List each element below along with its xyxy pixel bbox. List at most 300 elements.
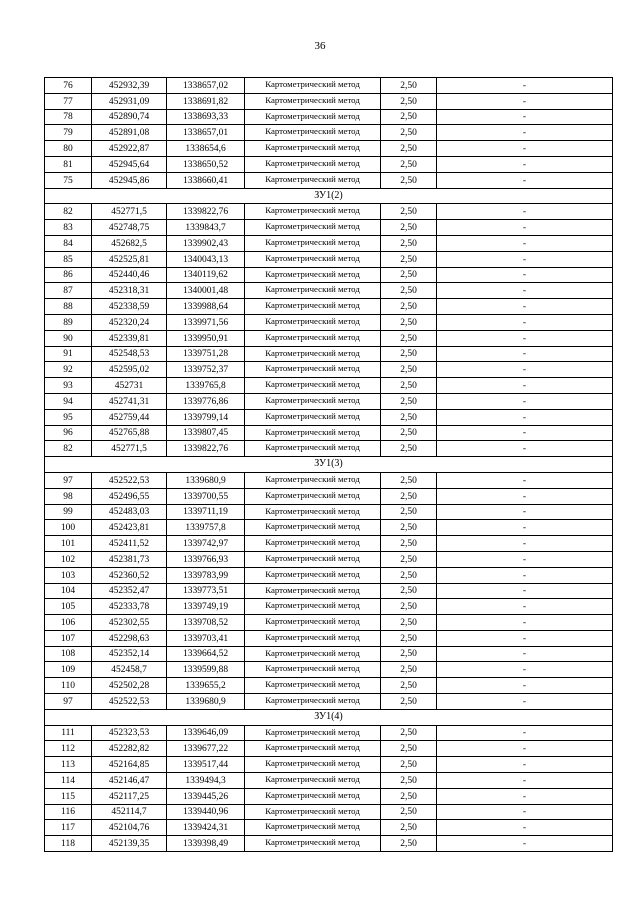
accuracy-cell: 2,50 xyxy=(381,694,437,710)
method-cell: Картометрический метод xyxy=(245,804,381,820)
description-cell: - xyxy=(437,299,613,315)
method-cell: Картометрический метод xyxy=(245,93,381,109)
table-row xyxy=(45,299,613,315)
description-cell: - xyxy=(437,773,613,789)
accuracy-cell: 2,50 xyxy=(381,346,437,362)
table-row xyxy=(45,804,613,820)
accuracy-cell: 2,50 xyxy=(381,409,437,425)
accuracy-cell: 2,50 xyxy=(381,551,437,567)
point-number-cell: 107 xyxy=(45,630,92,646)
x-coordinate-cell: 452890,74 xyxy=(92,109,167,125)
description-cell: - xyxy=(437,141,613,157)
description-cell: - xyxy=(437,662,613,678)
x-coordinate-cell: 452922,87 xyxy=(92,141,167,157)
description-cell: - xyxy=(437,472,613,488)
method-cell: Картометрический метод xyxy=(245,520,381,536)
method-cell: Картометрический метод xyxy=(245,615,381,631)
description-cell: - xyxy=(437,725,613,741)
point-number-cell: 117 xyxy=(45,820,92,836)
y-coordinate-cell: 1339902,43 xyxy=(167,235,245,251)
point-number-cell: 90 xyxy=(45,330,92,346)
description-cell: - xyxy=(437,520,613,536)
y-coordinate-cell: 1339440,96 xyxy=(167,804,245,820)
accuracy-cell: 2,50 xyxy=(381,299,437,315)
description-cell: - xyxy=(437,836,613,852)
y-coordinate-cell: 1339950,91 xyxy=(167,330,245,346)
point-number-cell: 92 xyxy=(45,362,92,378)
point-number-cell: 100 xyxy=(45,520,92,536)
y-coordinate-cell: 1339971,56 xyxy=(167,314,245,330)
accuracy-cell: 2,50 xyxy=(381,599,437,615)
x-coordinate-cell: 452483,03 xyxy=(92,504,167,520)
x-coordinate-cell: 452302,55 xyxy=(92,615,167,631)
table-row xyxy=(45,788,613,804)
accuracy-cell: 2,50 xyxy=(381,141,437,157)
accuracy-cell: 2,50 xyxy=(381,741,437,757)
y-coordinate-cell: 1339655,2 xyxy=(167,678,245,694)
accuracy-cell: 2,50 xyxy=(381,314,437,330)
accuracy-cell: 2,50 xyxy=(381,283,437,299)
accuracy-cell: 2,50 xyxy=(381,172,437,188)
accuracy-cell: 2,50 xyxy=(381,504,437,520)
table-row xyxy=(45,678,613,694)
y-coordinate-cell: 1338657,01 xyxy=(167,125,245,141)
method-cell: Картометрический метод xyxy=(245,299,381,315)
x-coordinate-cell: 452496,55 xyxy=(92,488,167,504)
accuracy-cell: 2,50 xyxy=(381,678,437,694)
description-cell: - xyxy=(437,488,613,504)
accuracy-cell: 2,50 xyxy=(381,567,437,583)
y-coordinate-cell: 1339680,9 xyxy=(167,694,245,710)
description-cell: - xyxy=(437,425,613,441)
accuracy-cell: 2,50 xyxy=(381,425,437,441)
table-row xyxy=(45,235,613,251)
accuracy-cell: 2,50 xyxy=(381,536,437,552)
method-cell: Картометрический метод xyxy=(245,773,381,789)
x-coordinate-cell: 452741,31 xyxy=(92,393,167,409)
accuracy-cell: 2,50 xyxy=(381,251,437,267)
description-cell: - xyxy=(437,330,613,346)
x-coordinate-cell: 452282,82 xyxy=(92,741,167,757)
accuracy-cell: 2,50 xyxy=(381,235,437,251)
method-cell: Картометрический метод xyxy=(245,678,381,694)
y-coordinate-cell: 1339822,76 xyxy=(167,204,245,220)
y-coordinate-cell: 1339703,41 xyxy=(167,630,245,646)
y-coordinate-cell: 1339776,86 xyxy=(167,393,245,409)
table-row xyxy=(45,156,613,172)
y-coordinate-cell: 1339799,14 xyxy=(167,409,245,425)
method-cell: Картометрический метод xyxy=(245,283,381,299)
y-coordinate-cell: 1339822,76 xyxy=(167,441,245,457)
description-cell: - xyxy=(437,583,613,599)
method-cell: Картометрический метод xyxy=(245,330,381,346)
coordinates-table-body xyxy=(45,78,613,852)
point-number-cell: 83 xyxy=(45,220,92,236)
description-cell: - xyxy=(437,820,613,836)
table-row xyxy=(45,599,613,615)
method-cell: Картометрический метод xyxy=(245,551,381,567)
method-cell: Картометрический метод xyxy=(245,172,381,188)
y-coordinate-cell: 1339517,44 xyxy=(167,757,245,773)
accuracy-cell: 2,50 xyxy=(381,362,437,378)
table-row xyxy=(45,283,613,299)
method-cell: Картометрический метод xyxy=(245,251,381,267)
x-coordinate-cell: 452318,31 xyxy=(92,283,167,299)
x-coordinate-cell: 452423,81 xyxy=(92,520,167,536)
y-coordinate-cell: 1338660,41 xyxy=(167,172,245,188)
accuracy-cell: 2,50 xyxy=(381,109,437,125)
method-cell: Картометрический метод xyxy=(245,504,381,520)
point-number-cell: 97 xyxy=(45,694,92,710)
y-coordinate-cell: 1338691,82 xyxy=(167,93,245,109)
x-coordinate-cell: 452932,39 xyxy=(92,78,167,94)
description-cell: - xyxy=(437,804,613,820)
description-cell: - xyxy=(437,567,613,583)
x-coordinate-cell: 452748,75 xyxy=(92,220,167,236)
description-cell: - xyxy=(437,694,613,710)
table-row xyxy=(45,125,613,141)
table-row xyxy=(45,820,613,836)
point-number-cell: 102 xyxy=(45,551,92,567)
table-row xyxy=(45,78,613,94)
description-cell: - xyxy=(437,346,613,362)
x-coordinate-cell: 452548,53 xyxy=(92,346,167,362)
description-cell: - xyxy=(437,393,613,409)
method-cell: Картометрический метод xyxy=(245,220,381,236)
point-number-cell: 82 xyxy=(45,204,92,220)
point-number-cell: 103 xyxy=(45,567,92,583)
x-coordinate-cell: 452164,85 xyxy=(92,757,167,773)
x-coordinate-cell: 452323,53 xyxy=(92,725,167,741)
table-row xyxy=(45,520,613,536)
table-row xyxy=(45,172,613,188)
table-row xyxy=(45,615,613,631)
y-coordinate-cell: 1339398,49 xyxy=(167,836,245,852)
y-coordinate-cell: 1339664,52 xyxy=(167,646,245,662)
accuracy-cell: 2,50 xyxy=(381,393,437,409)
description-cell: - xyxy=(437,409,613,425)
x-coordinate-cell: 452117,25 xyxy=(92,788,167,804)
x-coordinate-cell: 452765,88 xyxy=(92,425,167,441)
description-cell: - xyxy=(437,314,613,330)
y-coordinate-cell: 1339677,22 xyxy=(167,741,245,757)
y-coordinate-cell: 1338650,52 xyxy=(167,156,245,172)
x-coordinate-cell: 452731 xyxy=(92,378,167,394)
accuracy-cell: 2,50 xyxy=(381,773,437,789)
method-cell: Картометрический метод xyxy=(245,646,381,662)
y-coordinate-cell: 1339494,3 xyxy=(167,773,245,789)
accuracy-cell: 2,50 xyxy=(381,441,437,457)
y-coordinate-cell: 1339708,52 xyxy=(167,615,245,631)
accuracy-cell: 2,50 xyxy=(381,836,437,852)
table-row xyxy=(45,504,613,520)
method-cell: Картометрический метод xyxy=(245,472,381,488)
y-coordinate-cell: 1339646,09 xyxy=(167,725,245,741)
page-number: 36 xyxy=(314,40,326,52)
method-cell: Картометрический метод xyxy=(245,425,381,441)
x-coordinate-cell: 452945,86 xyxy=(92,172,167,188)
point-number-cell: 79 xyxy=(45,125,92,141)
accuracy-cell: 2,50 xyxy=(381,267,437,283)
accuracy-cell: 2,50 xyxy=(381,757,437,773)
y-coordinate-cell: 1340043,13 xyxy=(167,251,245,267)
y-coordinate-cell: 1339988,64 xyxy=(167,299,245,315)
description-cell: - xyxy=(437,251,613,267)
x-coordinate-cell: 452298,63 xyxy=(92,630,167,646)
accuracy-cell: 2,50 xyxy=(381,378,437,394)
x-coordinate-cell: 452525,81 xyxy=(92,251,167,267)
accuracy-cell: 2,50 xyxy=(381,725,437,741)
method-cell: Картометрический метод xyxy=(245,583,381,599)
method-cell: Картометрический метод xyxy=(245,820,381,836)
method-cell: Картометрический метод xyxy=(245,204,381,220)
x-coordinate-cell: 452352,14 xyxy=(92,646,167,662)
x-coordinate-cell: 452333,78 xyxy=(92,599,167,615)
table-row xyxy=(45,425,613,441)
description-cell: - xyxy=(437,504,613,520)
x-coordinate-cell: 452360,52 xyxy=(92,567,167,583)
description-cell: - xyxy=(437,220,613,236)
method-cell: Картометрический метод xyxy=(245,125,381,141)
point-number-cell: 109 xyxy=(45,662,92,678)
accuracy-cell: 2,50 xyxy=(381,615,437,631)
table-row xyxy=(45,583,613,599)
table-row xyxy=(45,409,613,425)
table-row xyxy=(45,141,613,157)
point-number-cell: 93 xyxy=(45,378,92,394)
description-cell: - xyxy=(437,204,613,220)
accuracy-cell: 2,50 xyxy=(381,156,437,172)
table-row xyxy=(45,378,613,394)
point-number-cell: 81 xyxy=(45,156,92,172)
point-number-cell: 85 xyxy=(45,251,92,267)
table-row xyxy=(45,393,613,409)
point-number-cell: 97 xyxy=(45,472,92,488)
description-cell: - xyxy=(437,109,613,125)
accuracy-cell: 2,50 xyxy=(381,125,437,141)
accuracy-cell: 2,50 xyxy=(381,220,437,236)
y-coordinate-cell: 1339680,9 xyxy=(167,472,245,488)
y-coordinate-cell: 1338693,33 xyxy=(167,109,245,125)
y-coordinate-cell: 1338657,02 xyxy=(167,78,245,94)
point-number-cell: 95 xyxy=(45,409,92,425)
y-coordinate-cell: 1339445,26 xyxy=(167,788,245,804)
y-coordinate-cell: 1339711,19 xyxy=(167,504,245,520)
method-cell: Картометрический метод xyxy=(245,362,381,378)
x-coordinate-cell: 452320,24 xyxy=(92,314,167,330)
accuracy-cell: 2,50 xyxy=(381,804,437,820)
point-number-cell: 116 xyxy=(45,804,92,820)
method-cell: Картометрический метод xyxy=(245,267,381,283)
point-number-cell: 91 xyxy=(45,346,92,362)
x-coordinate-cell: 452522,53 xyxy=(92,472,167,488)
table-row xyxy=(45,836,613,852)
x-coordinate-cell: 452759,44 xyxy=(92,409,167,425)
y-coordinate-cell: 1339807,45 xyxy=(167,425,245,441)
point-number-cell: 82 xyxy=(45,441,92,457)
method-cell: Картометрический метод xyxy=(245,567,381,583)
x-coordinate-cell: 452352,47 xyxy=(92,583,167,599)
accuracy-cell: 2,50 xyxy=(381,472,437,488)
x-coordinate-cell: 452522,53 xyxy=(92,694,167,710)
description-cell: - xyxy=(437,156,613,172)
method-cell: Картометрический метод xyxy=(245,662,381,678)
method-cell: Картометрический метод xyxy=(245,235,381,251)
point-number-cell: 77 xyxy=(45,93,92,109)
x-coordinate-cell: 452595,02 xyxy=(92,362,167,378)
method-cell: Картометрический метод xyxy=(245,788,381,804)
point-number-cell: 80 xyxy=(45,141,92,157)
description-cell: - xyxy=(437,551,613,567)
table-row xyxy=(45,314,613,330)
description-cell: - xyxy=(437,235,613,251)
accuracy-cell: 2,50 xyxy=(381,820,437,836)
accuracy-cell: 2,50 xyxy=(381,788,437,804)
method-cell: Картометрический метод xyxy=(245,78,381,94)
method-cell: Картометрический метод xyxy=(245,741,381,757)
table-row xyxy=(45,757,613,773)
section-title: ЗУ1(2) xyxy=(45,188,613,204)
point-number-cell: 87 xyxy=(45,283,92,299)
table-row xyxy=(45,773,613,789)
description-cell: - xyxy=(437,741,613,757)
method-cell: Картометрический метод xyxy=(245,757,381,773)
method-cell: Картометрический метод xyxy=(245,346,381,362)
x-coordinate-cell: 452381,73 xyxy=(92,551,167,567)
x-coordinate-cell: 452891,08 xyxy=(92,125,167,141)
accuracy-cell: 2,50 xyxy=(381,583,437,599)
description-cell: - xyxy=(437,599,613,615)
point-number-cell: 86 xyxy=(45,267,92,283)
x-coordinate-cell: 452931,09 xyxy=(92,93,167,109)
point-number-cell: 89 xyxy=(45,314,92,330)
method-cell: Картометрический метод xyxy=(245,630,381,646)
accuracy-cell: 2,50 xyxy=(381,488,437,504)
description-cell: - xyxy=(437,125,613,141)
x-coordinate-cell: 452114,7 xyxy=(92,804,167,820)
table-row xyxy=(45,694,613,710)
accuracy-cell: 2,50 xyxy=(381,330,437,346)
method-cell: Картометрический метод xyxy=(245,156,381,172)
point-number-cell: 99 xyxy=(45,504,92,520)
y-coordinate-cell: 1340001,48 xyxy=(167,283,245,299)
y-coordinate-cell: 1339751,28 xyxy=(167,346,245,362)
x-coordinate-cell: 452771,5 xyxy=(92,441,167,457)
method-cell: Картометрический метод xyxy=(245,441,381,457)
method-cell: Картометрический метод xyxy=(245,393,381,409)
y-coordinate-cell: 1339700,55 xyxy=(167,488,245,504)
x-coordinate-cell: 452682,5 xyxy=(92,235,167,251)
table-row xyxy=(45,741,613,757)
description-cell: - xyxy=(437,757,613,773)
x-coordinate-cell: 452502,28 xyxy=(92,678,167,694)
method-cell: Картометрический метод xyxy=(245,694,381,710)
point-number-cell: 98 xyxy=(45,488,92,504)
y-coordinate-cell: 1339742,97 xyxy=(167,536,245,552)
coordinates-table xyxy=(44,77,613,852)
point-number-cell: 101 xyxy=(45,536,92,552)
table-row xyxy=(45,267,613,283)
table-row xyxy=(45,536,613,552)
table-row xyxy=(45,441,613,457)
x-coordinate-cell: 452771,5 xyxy=(92,204,167,220)
table-row xyxy=(45,362,613,378)
table-row xyxy=(45,567,613,583)
point-number-cell: 106 xyxy=(45,615,92,631)
accuracy-cell: 2,50 xyxy=(381,630,437,646)
y-coordinate-cell: 1340119,62 xyxy=(167,267,245,283)
accuracy-cell: 2,50 xyxy=(381,520,437,536)
section-title: ЗУ1(3) xyxy=(45,457,613,473)
table-row xyxy=(45,630,613,646)
description-cell: - xyxy=(437,283,613,299)
y-coordinate-cell: 1339766,93 xyxy=(167,551,245,567)
table-row xyxy=(45,725,613,741)
section-header-row xyxy=(45,188,613,204)
y-coordinate-cell: 1339843,7 xyxy=(167,220,245,236)
point-number-cell: 118 xyxy=(45,836,92,852)
table-row xyxy=(45,251,613,267)
accuracy-cell: 2,50 xyxy=(381,78,437,94)
method-cell: Картометрический метод xyxy=(245,378,381,394)
y-coordinate-cell: 1339752,37 xyxy=(167,362,245,378)
point-number-cell: 110 xyxy=(45,678,92,694)
table-row xyxy=(45,346,613,362)
point-number-cell: 96 xyxy=(45,425,92,441)
x-coordinate-cell: 452458,7 xyxy=(92,662,167,678)
table-row xyxy=(45,551,613,567)
table-row xyxy=(45,93,613,109)
point-number-cell: 105 xyxy=(45,599,92,615)
description-cell: - xyxy=(437,615,613,631)
table-row xyxy=(45,488,613,504)
method-cell: Картометрический метод xyxy=(245,314,381,330)
table-row xyxy=(45,472,613,488)
method-cell: Картометрический метод xyxy=(245,836,381,852)
x-coordinate-cell: 452411,52 xyxy=(92,536,167,552)
description-cell: - xyxy=(437,788,613,804)
method-cell: Картометрический метод xyxy=(245,409,381,425)
point-number-cell: 113 xyxy=(45,757,92,773)
y-coordinate-cell: 1339765,8 xyxy=(167,378,245,394)
y-coordinate-cell: 1339757,8 xyxy=(167,520,245,536)
description-cell: - xyxy=(437,93,613,109)
method-cell: Картометрический метод xyxy=(245,141,381,157)
point-number-cell: 115 xyxy=(45,788,92,804)
x-coordinate-cell: 452104,76 xyxy=(92,820,167,836)
x-coordinate-cell: 452139,35 xyxy=(92,836,167,852)
y-coordinate-cell: 1339749,19 xyxy=(167,599,245,615)
x-coordinate-cell: 452945,64 xyxy=(92,156,167,172)
section-header-row xyxy=(45,457,613,473)
description-cell: - xyxy=(437,362,613,378)
method-cell: Картометрический метод xyxy=(245,109,381,125)
accuracy-cell: 2,50 xyxy=(381,93,437,109)
y-coordinate-cell: 1339424,31 xyxy=(167,820,245,836)
point-number-cell: 88 xyxy=(45,299,92,315)
point-number-cell: 104 xyxy=(45,583,92,599)
point-number-cell: 114 xyxy=(45,773,92,789)
method-cell: Картометрический метод xyxy=(245,488,381,504)
method-cell: Картометрический метод xyxy=(245,536,381,552)
accuracy-cell: 2,50 xyxy=(381,646,437,662)
y-coordinate-cell: 1339783,99 xyxy=(167,567,245,583)
description-cell: - xyxy=(437,378,613,394)
section-title: ЗУ1(4) xyxy=(45,709,613,725)
point-number-cell: 76 xyxy=(45,78,92,94)
method-cell: Картометрический метод xyxy=(245,725,381,741)
point-number-cell: 112 xyxy=(45,741,92,757)
